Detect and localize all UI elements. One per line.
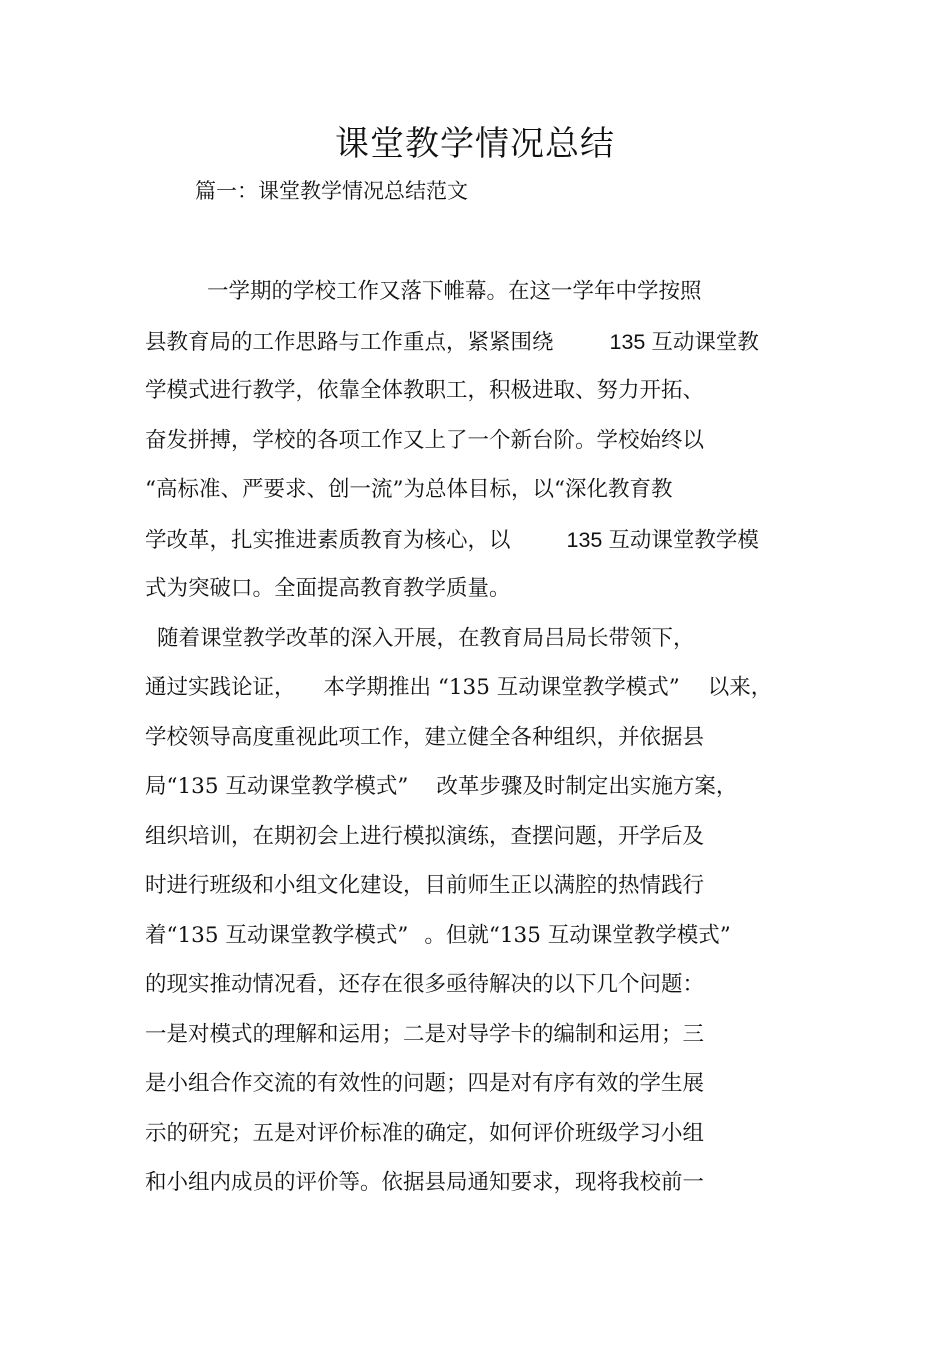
text-segment: 县教育局的工作思路与工作重点，紧紧围绕 — [145, 329, 554, 355]
text-line — [145, 421, 825, 471]
document-title: 课堂教学情况总结 — [335, 124, 615, 164]
text-segment: 局“135 互动课堂教学模式” — [145, 774, 409, 799]
text-segment: 学模式进行教学，依靠全体教职工，积极进取、努力开拓、 — [145, 378, 705, 403]
text-line — [145, 520, 825, 570]
text-line — [145, 1015, 825, 1065]
text-line — [145, 371, 825, 421]
text-segment: 式为突破口。全面提高教育教学质量。 — [145, 576, 511, 601]
text-line — [145, 569, 825, 619]
text-segment: 随着课堂教学改革的深入开展，在教育局吕局长带领下， — [157, 625, 695, 651]
text-segment: 示的研究；五是对评价标准的确定，如何评价班级学习小组 — [145, 1120, 705, 1146]
text-line — [145, 470, 825, 520]
text-segment: 是小组合作交流的有效性的问题；四是对有序有效的学生展 — [145, 1071, 705, 1096]
text-segment: 着“135 互动课堂教学模式” — [145, 922, 409, 948]
text-segment: 。但就“135 互动课堂教学模式” — [424, 922, 731, 948]
text-segment: “高标准、严要求、创一流”为总体目标，以“深化教育教 — [145, 477, 673, 502]
text-segment: 的现实推动情况看，还存在很多亟待解决的以下几个问题： — [145, 972, 705, 997]
text-line — [145, 619, 825, 669]
text-line — [145, 668, 825, 718]
text-line — [145, 866, 825, 916]
text-segment: 一学期的学校工作又落下帷幕。在这一学年中学按照 — [207, 279, 702, 304]
text-segment: 135 互动课堂教学模 — [566, 527, 759, 552]
text-segment: 学校领导高度重视此项工作，建立健全各种组织，并依据县 — [145, 724, 705, 750]
text-segment: 以来， — [707, 675, 773, 700]
text-segment: 改革步骤及时制定出实施方案， — [436, 774, 738, 799]
text-line — [145, 1064, 825, 1114]
text-segment: 组织培训，在期初会上进行模拟演练，查摆问题，开学后及 — [145, 823, 705, 849]
text-segment: 一是对模式的理解和运用；二是对导学卡的编制和运用；三 — [145, 1021, 705, 1047]
text-line — [145, 916, 825, 966]
text-segment: 本学期推出 “135 互动课堂教学模式” — [323, 675, 680, 700]
text-line — [145, 767, 825, 817]
text-line — [145, 272, 825, 322]
text-segment: 时进行班级和小组文化建设，目前师生正以满腔的热情践行 — [145, 873, 705, 898]
text-line — [145, 1163, 825, 1213]
text-line — [145, 1114, 825, 1164]
document-subtitle: 篇一：课堂教学情况总结范文 — [195, 179, 468, 203]
text-line — [145, 322, 825, 372]
text-line — [145, 817, 825, 867]
text-segment: 奋发拼搏，学校的各项工作又上了一个新台阶。学校始终以 — [145, 427, 705, 453]
text-line — [145, 965, 825, 1015]
text-segment: 和小组内成员的评价等。依据县局通知要求，现将我校前一 — [145, 1170, 705, 1195]
text-line — [145, 718, 825, 768]
document-body — [145, 272, 825, 1213]
text-segment: 135 互动课堂教 — [609, 329, 759, 354]
text-segment: 通过实践论证， — [145, 675, 296, 700]
text-segment: 学改革，扎实推进素质教育为核心，以 — [145, 527, 511, 553]
